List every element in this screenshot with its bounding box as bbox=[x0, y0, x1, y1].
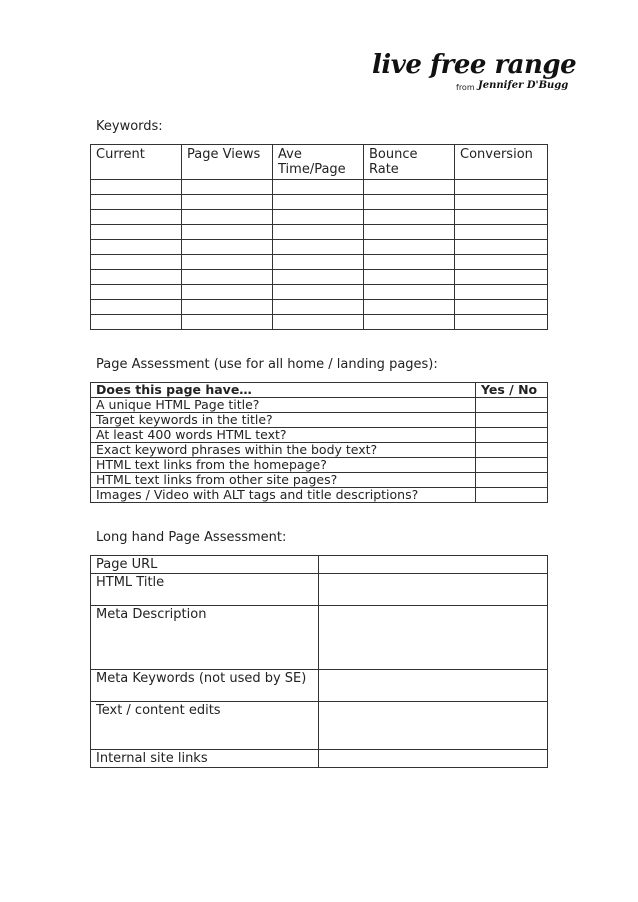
empty-cell[interactable] bbox=[91, 180, 182, 195]
empty-cell[interactable] bbox=[455, 285, 548, 300]
assessment-question: Images / Video with ALT tags and title descriptions? bbox=[91, 488, 476, 503]
empty-cell[interactable] bbox=[182, 210, 273, 225]
table-row bbox=[91, 300, 548, 315]
answer-cell[interactable] bbox=[476, 488, 548, 503]
empty-cell[interactable] bbox=[91, 270, 182, 285]
table-row bbox=[91, 398, 548, 413]
assessment-question: Exact keyword phrases within the body text? bbox=[91, 443, 476, 458]
table-row bbox=[91, 458, 548, 473]
empty-cell[interactable] bbox=[455, 210, 548, 225]
empty-cell[interactable] bbox=[364, 285, 455, 300]
table-row bbox=[91, 488, 548, 503]
empty-cell[interactable] bbox=[455, 195, 548, 210]
answer-cell[interactable] bbox=[476, 473, 548, 488]
empty-cell[interactable] bbox=[273, 225, 364, 240]
logo-from: from bbox=[456, 83, 475, 92]
assessment-question: HTML text links from the homepage? bbox=[91, 458, 476, 473]
empty-cell[interactable] bbox=[364, 255, 455, 270]
empty-cell[interactable] bbox=[91, 195, 182, 210]
empty-cell[interactable] bbox=[273, 315, 364, 330]
table-row bbox=[91, 556, 548, 574]
keywords-header-ave-time: Ave Time/Page bbox=[273, 145, 364, 180]
assessment-question: HTML text links from other site pages? bbox=[91, 473, 476, 488]
empty-cell[interactable] bbox=[273, 195, 364, 210]
empty-cell[interactable] bbox=[182, 195, 273, 210]
table-row bbox=[91, 702, 548, 750]
empty-cell[interactable] bbox=[273, 255, 364, 270]
answer-cell[interactable] bbox=[476, 428, 548, 443]
table-row bbox=[91, 443, 548, 458]
answer-cell[interactable] bbox=[476, 443, 548, 458]
keywords-label: Keywords: bbox=[96, 119, 163, 134]
empty-cell[interactable] bbox=[91, 255, 182, 270]
answer-cell[interactable] bbox=[476, 458, 548, 473]
assessment-question: A unique HTML Page title? bbox=[91, 398, 476, 413]
longhand-label: Long hand Page Assessment: bbox=[96, 530, 287, 545]
empty-cell[interactable] bbox=[273, 210, 364, 225]
table-row bbox=[91, 240, 548, 255]
empty-cell[interactable] bbox=[91, 300, 182, 315]
empty-cell[interactable] bbox=[455, 270, 548, 285]
empty-cell[interactable] bbox=[182, 225, 273, 240]
empty-cell[interactable] bbox=[364, 195, 455, 210]
longhand-value-cell[interactable] bbox=[319, 574, 548, 606]
table-row bbox=[91, 270, 548, 285]
empty-cell[interactable] bbox=[273, 285, 364, 300]
empty-cell[interactable] bbox=[91, 315, 182, 330]
table-row bbox=[91, 428, 548, 443]
empty-cell[interactable] bbox=[455, 180, 548, 195]
table-row bbox=[91, 606, 548, 670]
empty-cell[interactable] bbox=[91, 225, 182, 240]
longhand-value-cell[interactable] bbox=[319, 670, 548, 702]
logo-wordmark: live free range bbox=[372, 50, 577, 80]
table-row bbox=[91, 180, 548, 195]
empty-cell[interactable] bbox=[182, 240, 273, 255]
empty-cell[interactable] bbox=[455, 240, 548, 255]
empty-cell[interactable] bbox=[91, 240, 182, 255]
logo-signature: Jennifer D'Bugg bbox=[478, 80, 569, 91]
keywords-header-conversion: Conversion bbox=[455, 145, 548, 180]
longhand-value-cell[interactable] bbox=[319, 606, 548, 670]
table-row bbox=[91, 255, 548, 270]
longhand-field-label: Internal site links bbox=[91, 750, 319, 768]
assessment-question: Target keywords in the title? bbox=[91, 413, 476, 428]
longhand-field-label: HTML Title bbox=[91, 574, 319, 606]
brand-logo bbox=[372, 50, 577, 100]
assessment-table bbox=[90, 382, 548, 503]
keywords-header-page-views: Page Views bbox=[182, 145, 273, 180]
answer-cell[interactable] bbox=[476, 413, 548, 428]
empty-cell[interactable] bbox=[182, 300, 273, 315]
assessment-header-question: Does this page have… bbox=[91, 383, 476, 398]
table-row bbox=[91, 413, 548, 428]
empty-cell[interactable] bbox=[455, 315, 548, 330]
empty-cell[interactable] bbox=[273, 180, 364, 195]
empty-cell[interactable] bbox=[273, 240, 364, 255]
longhand-field-label: Text / content edits bbox=[91, 702, 319, 750]
assessment-label: Page Assessment (use for all home / landing pages): bbox=[96, 357, 438, 372]
table-row bbox=[91, 285, 548, 300]
table-row bbox=[91, 210, 548, 225]
keywords-header-bounce-rate: Bounce Rate bbox=[364, 145, 455, 180]
empty-cell[interactable] bbox=[273, 300, 364, 315]
empty-cell[interactable] bbox=[182, 315, 273, 330]
assessment-header-answer: Yes / No bbox=[476, 383, 548, 398]
empty-cell[interactable] bbox=[364, 270, 455, 285]
empty-cell[interactable] bbox=[455, 225, 548, 240]
table-row bbox=[91, 473, 548, 488]
empty-cell[interactable] bbox=[273, 270, 364, 285]
empty-cell[interactable] bbox=[182, 255, 273, 270]
table-row bbox=[91, 750, 548, 768]
table-row bbox=[91, 670, 548, 702]
keywords-header-row bbox=[91, 145, 548, 180]
longhand-field-label: Meta Description bbox=[91, 606, 319, 670]
longhand-value-cell[interactable] bbox=[319, 702, 548, 750]
keywords-table bbox=[90, 144, 548, 330]
empty-cell[interactable] bbox=[91, 210, 182, 225]
empty-cell[interactable] bbox=[364, 180, 455, 195]
longhand-table bbox=[90, 555, 548, 768]
table-row bbox=[91, 225, 548, 240]
empty-cell[interactable] bbox=[364, 240, 455, 255]
keywords-header-current: Current bbox=[91, 145, 182, 180]
empty-cell[interactable] bbox=[364, 300, 455, 315]
empty-cell[interactable] bbox=[182, 180, 273, 195]
answer-cell[interactable] bbox=[476, 398, 548, 413]
empty-cell[interactable] bbox=[364, 210, 455, 225]
table-row bbox=[91, 574, 548, 606]
table-row bbox=[91, 315, 548, 330]
longhand-value-cell[interactable] bbox=[319, 556, 548, 574]
longhand-field-label: Meta Keywords (not used by SE) bbox=[91, 670, 319, 702]
empty-cell[interactable] bbox=[364, 225, 455, 240]
longhand-field-label: Page URL bbox=[91, 556, 319, 574]
empty-cell[interactable] bbox=[364, 315, 455, 330]
empty-cell[interactable] bbox=[91, 285, 182, 300]
empty-cell[interactable] bbox=[455, 300, 548, 315]
assessment-header-row bbox=[91, 383, 548, 398]
assessment-question: At least 400 words HTML text? bbox=[91, 428, 476, 443]
table-row bbox=[91, 195, 548, 210]
longhand-value-cell[interactable] bbox=[319, 750, 548, 768]
empty-cell[interactable] bbox=[455, 255, 548, 270]
empty-cell[interactable] bbox=[182, 270, 273, 285]
empty-cell[interactable] bbox=[182, 285, 273, 300]
